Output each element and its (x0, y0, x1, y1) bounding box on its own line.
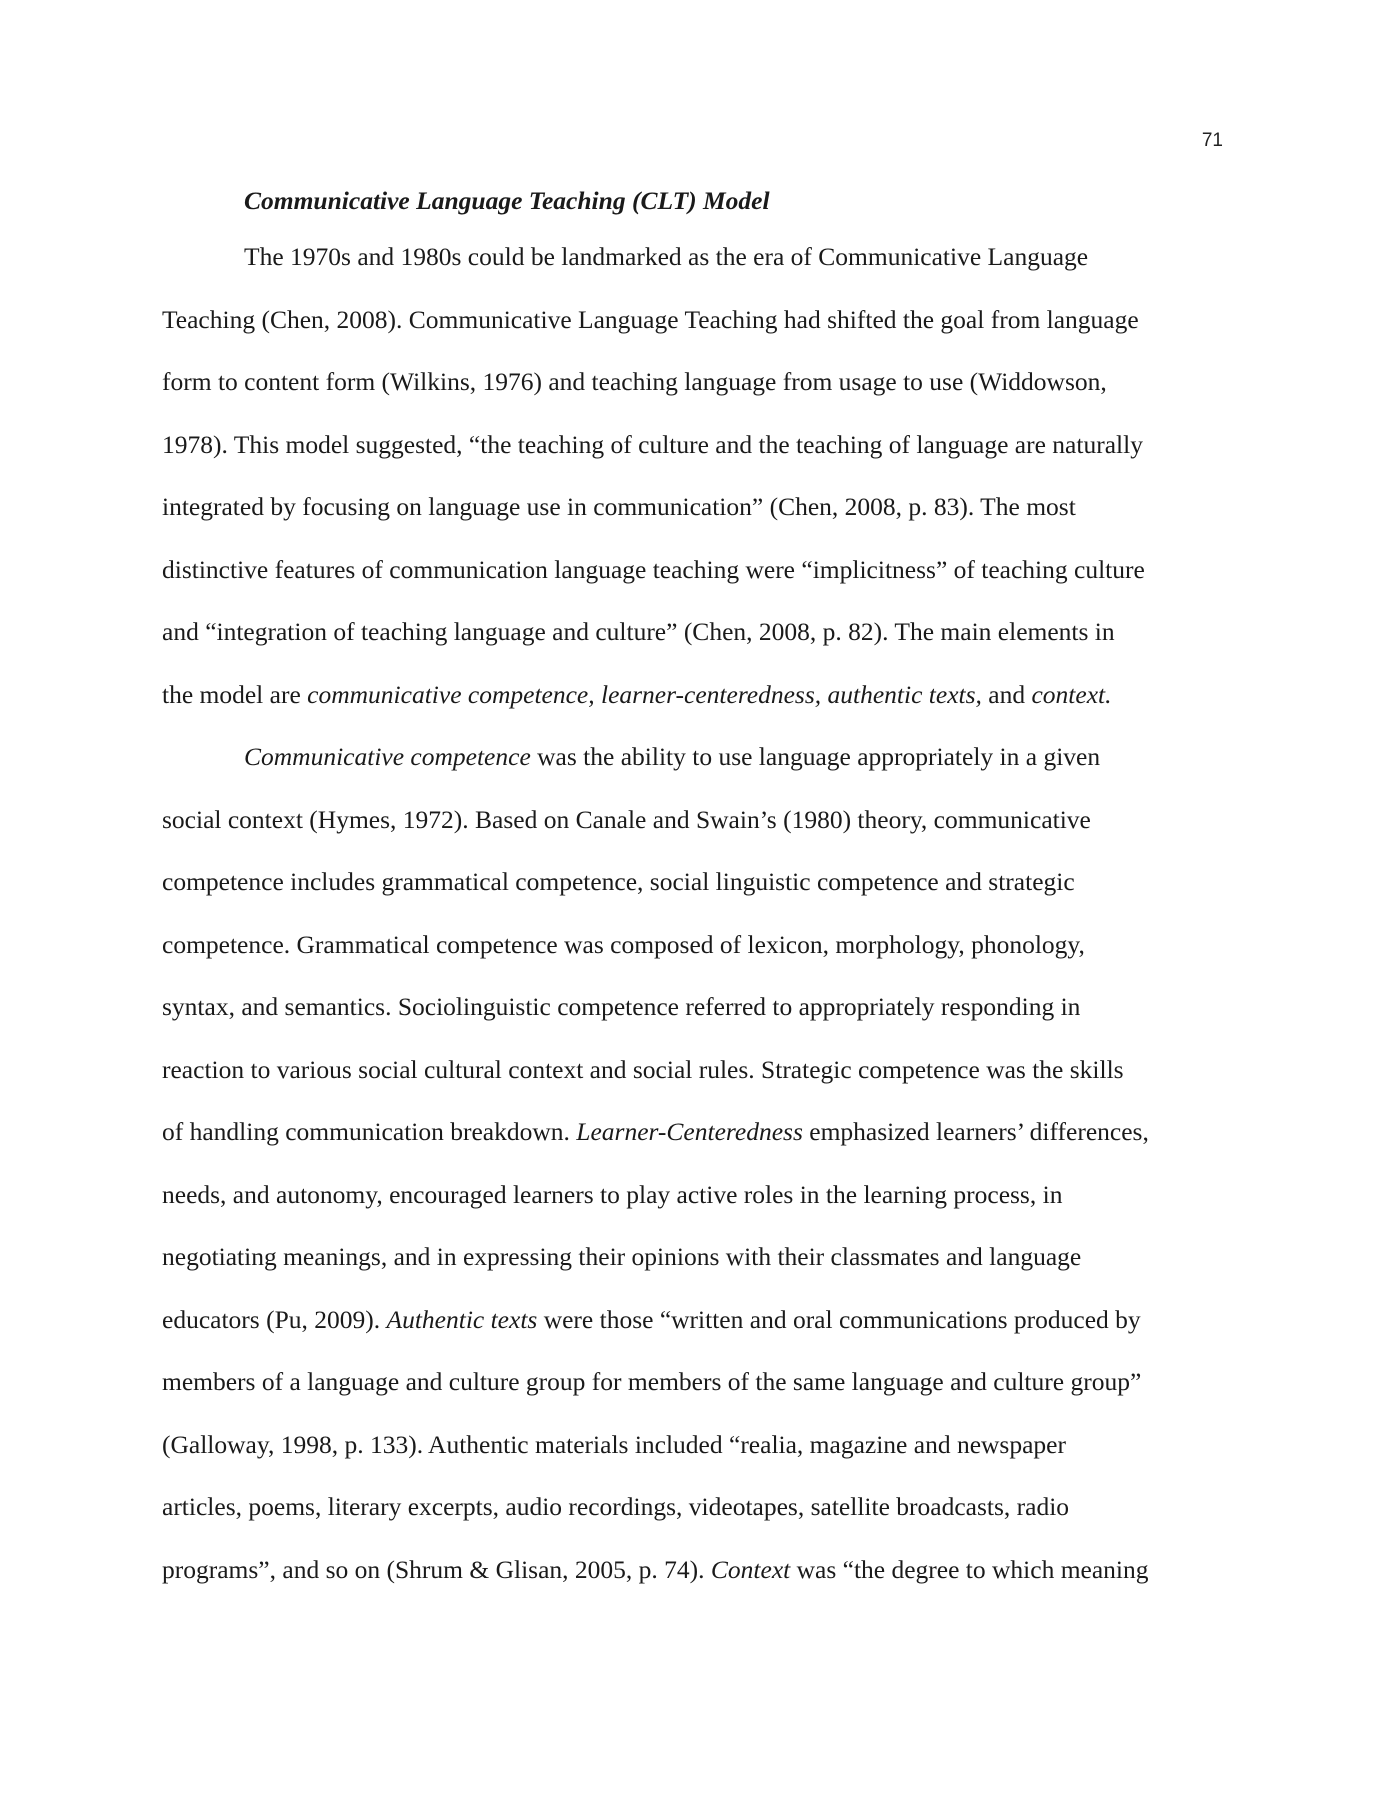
text-segment: form to content form (Wilkins, 1976) and teaching language from usage to use (Widdowson, (162, 367, 1107, 396)
text-line (162, 726, 1232, 789)
text-line (162, 539, 1232, 602)
text-segment: educators (Pu, 2009). (162, 1304, 387, 1334)
text-line (162, 789, 1232, 852)
text-segment: reaction to various social cultural context and social rules. Strategic competence was the skills (162, 1054, 1124, 1084)
text-segment: Teaching (Chen, 2008). Communicative Language Teaching had shifted the goal from language (162, 304, 1139, 334)
text-segment: negotiating meanings, and in expressing their opinions with their classmates and language (162, 1242, 1082, 1271)
text-segment: were those “written and oral communications produced by (537, 1304, 1141, 1334)
text-segment: was “the degree to which meaning (790, 1554, 1149, 1584)
italic-term: communicative competence, learner-centeredness, authentic texts, (307, 679, 982, 709)
text-segment: competence includes grammatical competence, social linguistic competence and strategic (162, 867, 1075, 896)
text-segment: emphasized learners’ differences, (802, 1117, 1149, 1146)
text-segment: programs”, and so on (Shrum & Glisan, 2005, p. 74). (162, 1554, 711, 1584)
text-line (162, 601, 1232, 664)
text-line (162, 414, 1232, 477)
text-segment: articles, poems, literary excerpts, audio recordings, videotapes, satellite broadcasts, radio (162, 1492, 1070, 1521)
text-segment: and “integration of teaching language and culture” (Chen, 2008, p. 82). The main elements in (162, 617, 1115, 646)
text-segment: distinctive features of communication language teaching were “implicitness” of teaching culture (162, 554, 1145, 584)
italic-term: Communicative competence (244, 742, 531, 771)
text-line (162, 851, 1232, 914)
text-line (162, 1351, 1232, 1414)
text-line (162, 1476, 1232, 1539)
text-line (162, 1101, 1232, 1164)
paragraph-lines (162, 226, 1232, 1601)
text-line (162, 1414, 1232, 1477)
text-segment: members of a language and culture group for members of the same language and culture group” (162, 1367, 1142, 1396)
text-segment: and (981, 679, 1032, 709)
text-segment: syntax, and semantics. Sociolinguistic competence referred to appropriately responding in (162, 992, 1081, 1021)
text-segment: The 1970s and 1980s could be landmarked as the era of Communicative Language (244, 242, 1089, 271)
page-number: 71 (1201, 130, 1223, 151)
text-segment: was the ability to use language appropriately in a given (530, 742, 1101, 771)
italic-term: Authentic texts (386, 1304, 538, 1334)
text-segment: competence. Grammatical competence was composed of lexicon, morphology, phonology, (162, 929, 1085, 959)
text-line (162, 1539, 1232, 1602)
section-heading: Communicative Language Teaching (CLT) Model (244, 186, 770, 215)
text-segment: of handling communication breakdown. (162, 1117, 577, 1146)
body-text (162, 186, 1232, 1601)
italic-term: context. (1031, 679, 1112, 709)
text-line (162, 226, 1232, 289)
text-segment: integrated by focusing on language use in communication” (Chen, 2008, p. 83). The most (162, 492, 1076, 521)
italic-term: Context (710, 1554, 791, 1584)
text-line (162, 351, 1232, 414)
text-line (162, 976, 1232, 1039)
italic-term: Learner-Centeredness (576, 1117, 803, 1146)
text-line (162, 914, 1232, 977)
text-line (162, 476, 1232, 539)
text-segment: social context (Hymes, 1972). Based on Canale and Swain’s (1980) theory, communicative (162, 804, 1091, 834)
text-segment: needs, and autonomy, encouraged learners to play active roles in the learning process, in (162, 1179, 1063, 1209)
text-line (162, 1289, 1232, 1352)
text-segment: the model are (162, 679, 308, 709)
text-line (162, 289, 1232, 352)
text-line (162, 664, 1232, 727)
text-segment: 1978). This model suggested, “the teaching of culture and the teaching of language are naturally (162, 429, 1143, 459)
text-line (162, 1164, 1232, 1227)
text-line (162, 1039, 1232, 1102)
text-segment: (Galloway, 1998, p. 133). Authentic materials included “realia, magazine and newspaper (162, 1429, 1066, 1459)
text-line (162, 1226, 1232, 1289)
